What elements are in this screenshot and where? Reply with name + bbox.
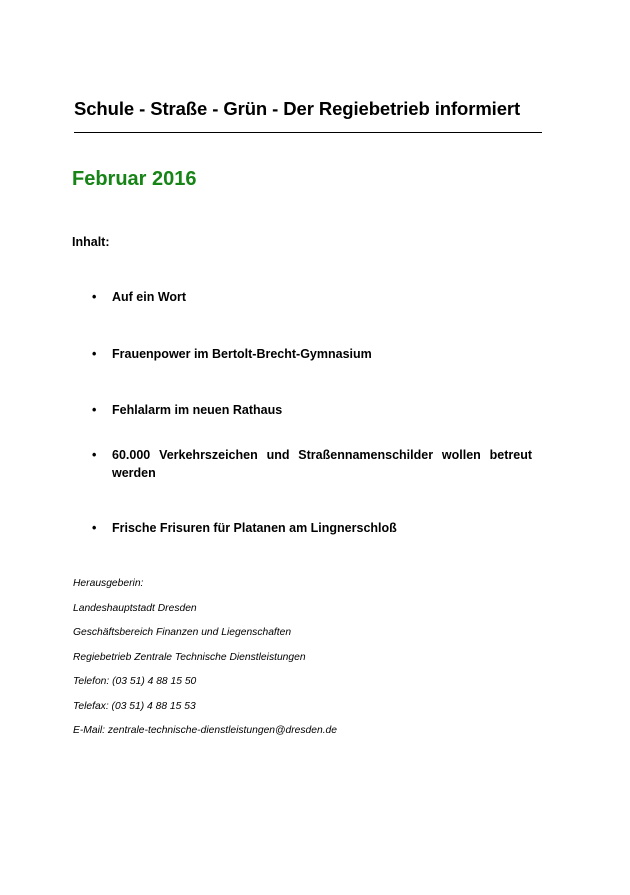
contents-item [92, 288, 532, 306]
bullet-icon: • [92, 448, 97, 462]
publisher-phone: Telefon: (03 51) 4 88 15 50 [73, 676, 197, 687]
publisher-fax: Telefax: (03 51) 4 88 15 53 [73, 700, 196, 712]
document-title: Schule - Straße - Grün - Der Regiebetrieb informiert [74, 98, 521, 119]
publisher-department: Geschäftsbereich Finanzen und Liegenschaften [73, 627, 292, 638]
publisher-city: Landeshauptstadt Dresden [73, 602, 197, 614]
contents-item-text: Auf ein Wort [112, 290, 187, 304]
contents-item [92, 446, 532, 482]
contents-item [92, 519, 532, 537]
contents-item-text: Fehlalarm im neuen Rathaus [112, 403, 283, 417]
contents-item-text: Frische Frisuren für Platanen am Lingnerschloß [112, 521, 397, 535]
contents-item [92, 401, 532, 419]
contents-item-text: 60.000 Verkehrszeichen und Straßennamenschilder wollen betreut werden [112, 448, 532, 480]
title-underline [74, 132, 542, 133]
contents-item-text: Frauenpower im Bertolt-Brecht-Gymnasium [112, 347, 372, 361]
bullet-icon: • [92, 290, 97, 304]
issue-date: Februar 2016 [72, 168, 197, 190]
publisher-info [73, 572, 337, 744]
bullet-icon: • [92, 347, 97, 361]
contents-item [92, 345, 532, 363]
contents-heading: Inhalt: [72, 235, 110, 249]
bullet-icon: • [92, 403, 97, 417]
publisher-email: E-Mail: zentrale-technische-dienstleistungen@dresden.de [73, 725, 338, 736]
publisher-label: Herausgeberin: [73, 578, 144, 589]
publisher-unit: Regiebetrieb Zentrale Technische Dienstleistungen [73, 651, 306, 663]
bullet-icon: • [92, 521, 97, 535]
